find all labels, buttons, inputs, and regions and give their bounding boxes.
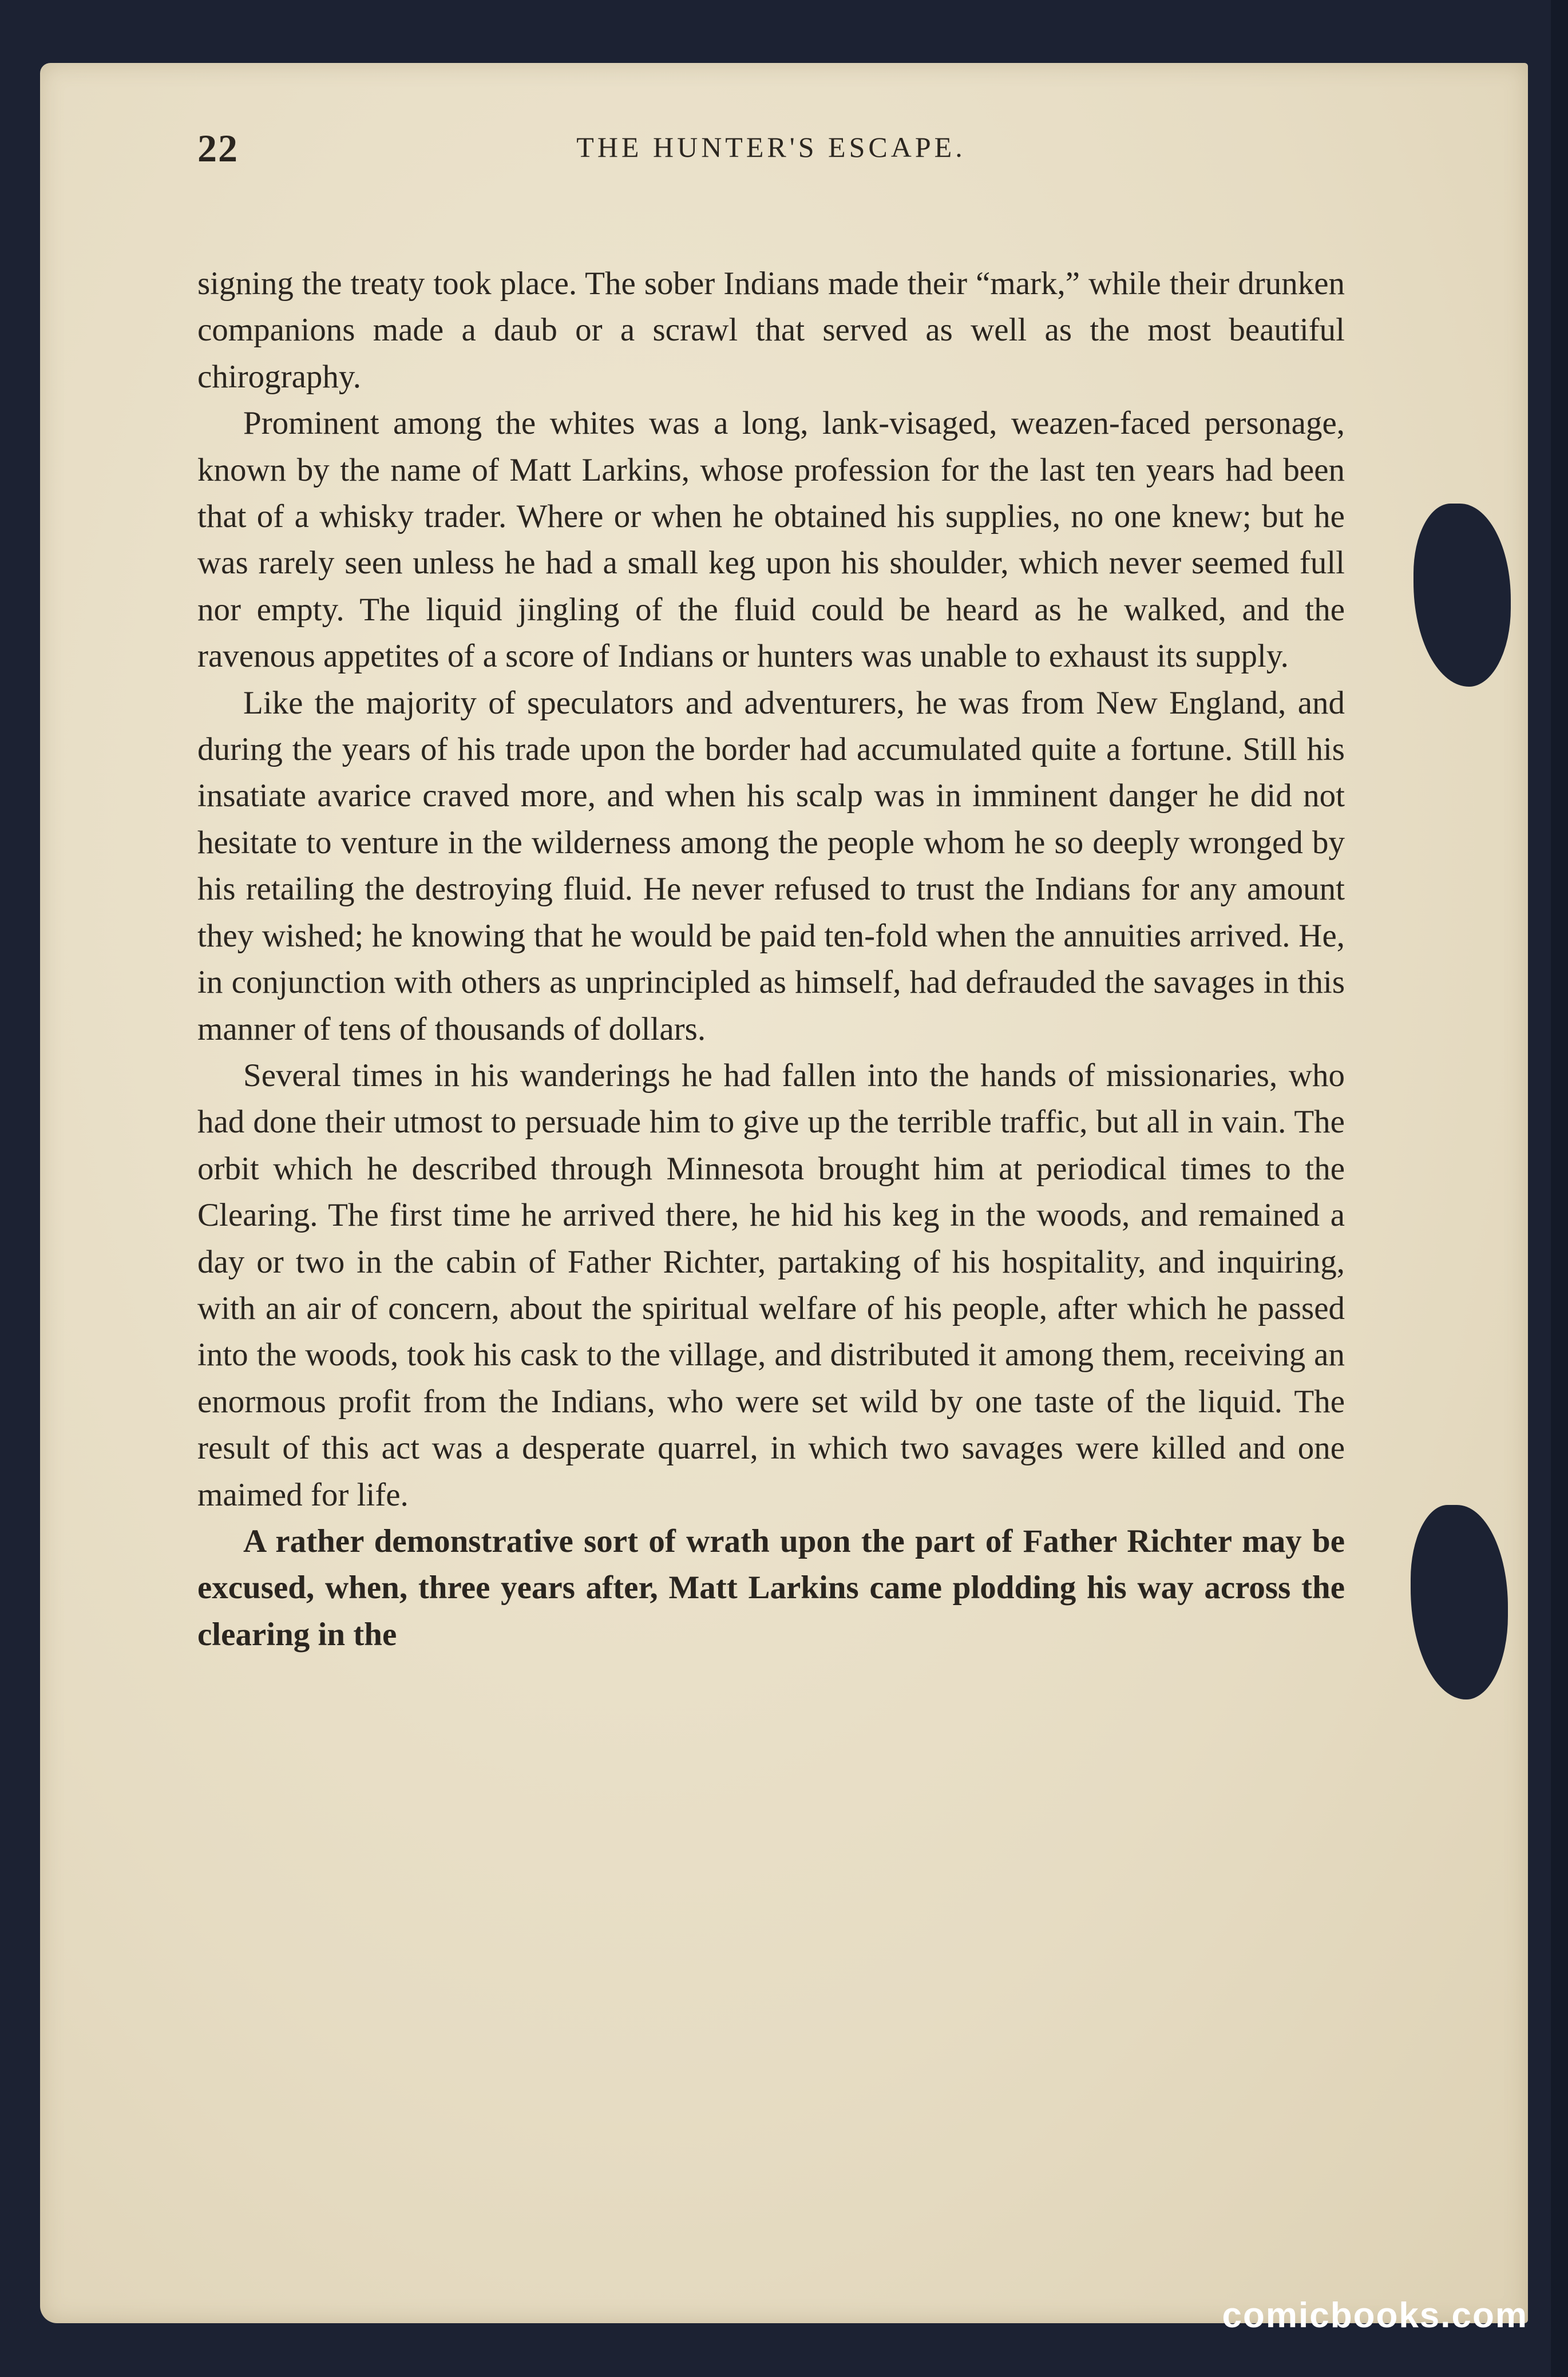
- body-text: [197, 260, 1345, 1658]
- paragraph-5: A rather demonstrative sort of wrath upon the part of Father Richter may be excused, when, three years after, Matt Larkins came plodding his way across the clearing in the: [197, 1523, 1345, 1653]
- paragraph-2: Prominent among the whites was a long, lank-visaged, weazen-faced personage, known by the name of Matt Larkins, whose profession for the last ten years had been that of a whisky trader. Where or when he obtained his supplies, no one knew; but he was rarely seen unless he had a small keg upon his shoulder, which never seemed full nor empty. The liquid jingling of the fluid could be heard as he walked, and the ravenous appetites of a score of Indians or hunters was unable to exhaust its supply.: [197, 405, 1345, 675]
- paragraph-3: Like the majority of speculators and adventurers, he was from New England, and during the years of his trade upon the border had accumulated quite a fortune. Still his insatiate avarice craved more, and when his scalp was in imminent danger he did not hesitate to venture in the wilderness among the people whom he so deeply wronged by his retailing the destroying fluid. He never refused to trust the Indians for any amount they wished; he knowing that he would be paid ten-fold when the annuities arrived. He, in conjunction with others as unprincipled as himself, had defrauded the savages in this manner of tens of thousands of dollars.: [197, 684, 1345, 1047]
- book-spine-edge: [1551, 0, 1568, 2377]
- paragraph-4: Several times in his wanderings he had fallen into the hands of missionaries, who had done their utmost to persuade him to give up the terrible traffic, but all in vain. The orbit which he described through Minnesota brought him at periodical times to the Clearing. The first time he arrived there, he hid his keg in the woods, and remained a day or two in the cabin of Father Richter, partaking of his hospitality, and inquiring, with an air of concern, about the spiritual welfare of his people, after which he passed into the woods, took his cask to the village, and distributed it among them, receiving an enormous profit from the Indians, who were set wild by one taste of the liquid. The result of this act was a desperate quarrel, in which two savages were killed and one maimed for life.: [197, 1057, 1345, 1513]
- page-damage-hole: [1413, 504, 1511, 687]
- watermark: comicbooks.com: [1222, 2296, 1528, 2335]
- page-number: 22: [197, 126, 239, 170]
- page-header: [197, 126, 1345, 183]
- paragraph-1: signing the treaty took place. The sober Indians made their “mark,” while their drunken companions made a daub or a scrawl that served as well as the most beautiful chirography.: [197, 266, 1345, 395]
- running-head: THE HUNTER'S ESCAPE.: [576, 131, 966, 163]
- page-damage-hole: [1411, 1505, 1508, 1699]
